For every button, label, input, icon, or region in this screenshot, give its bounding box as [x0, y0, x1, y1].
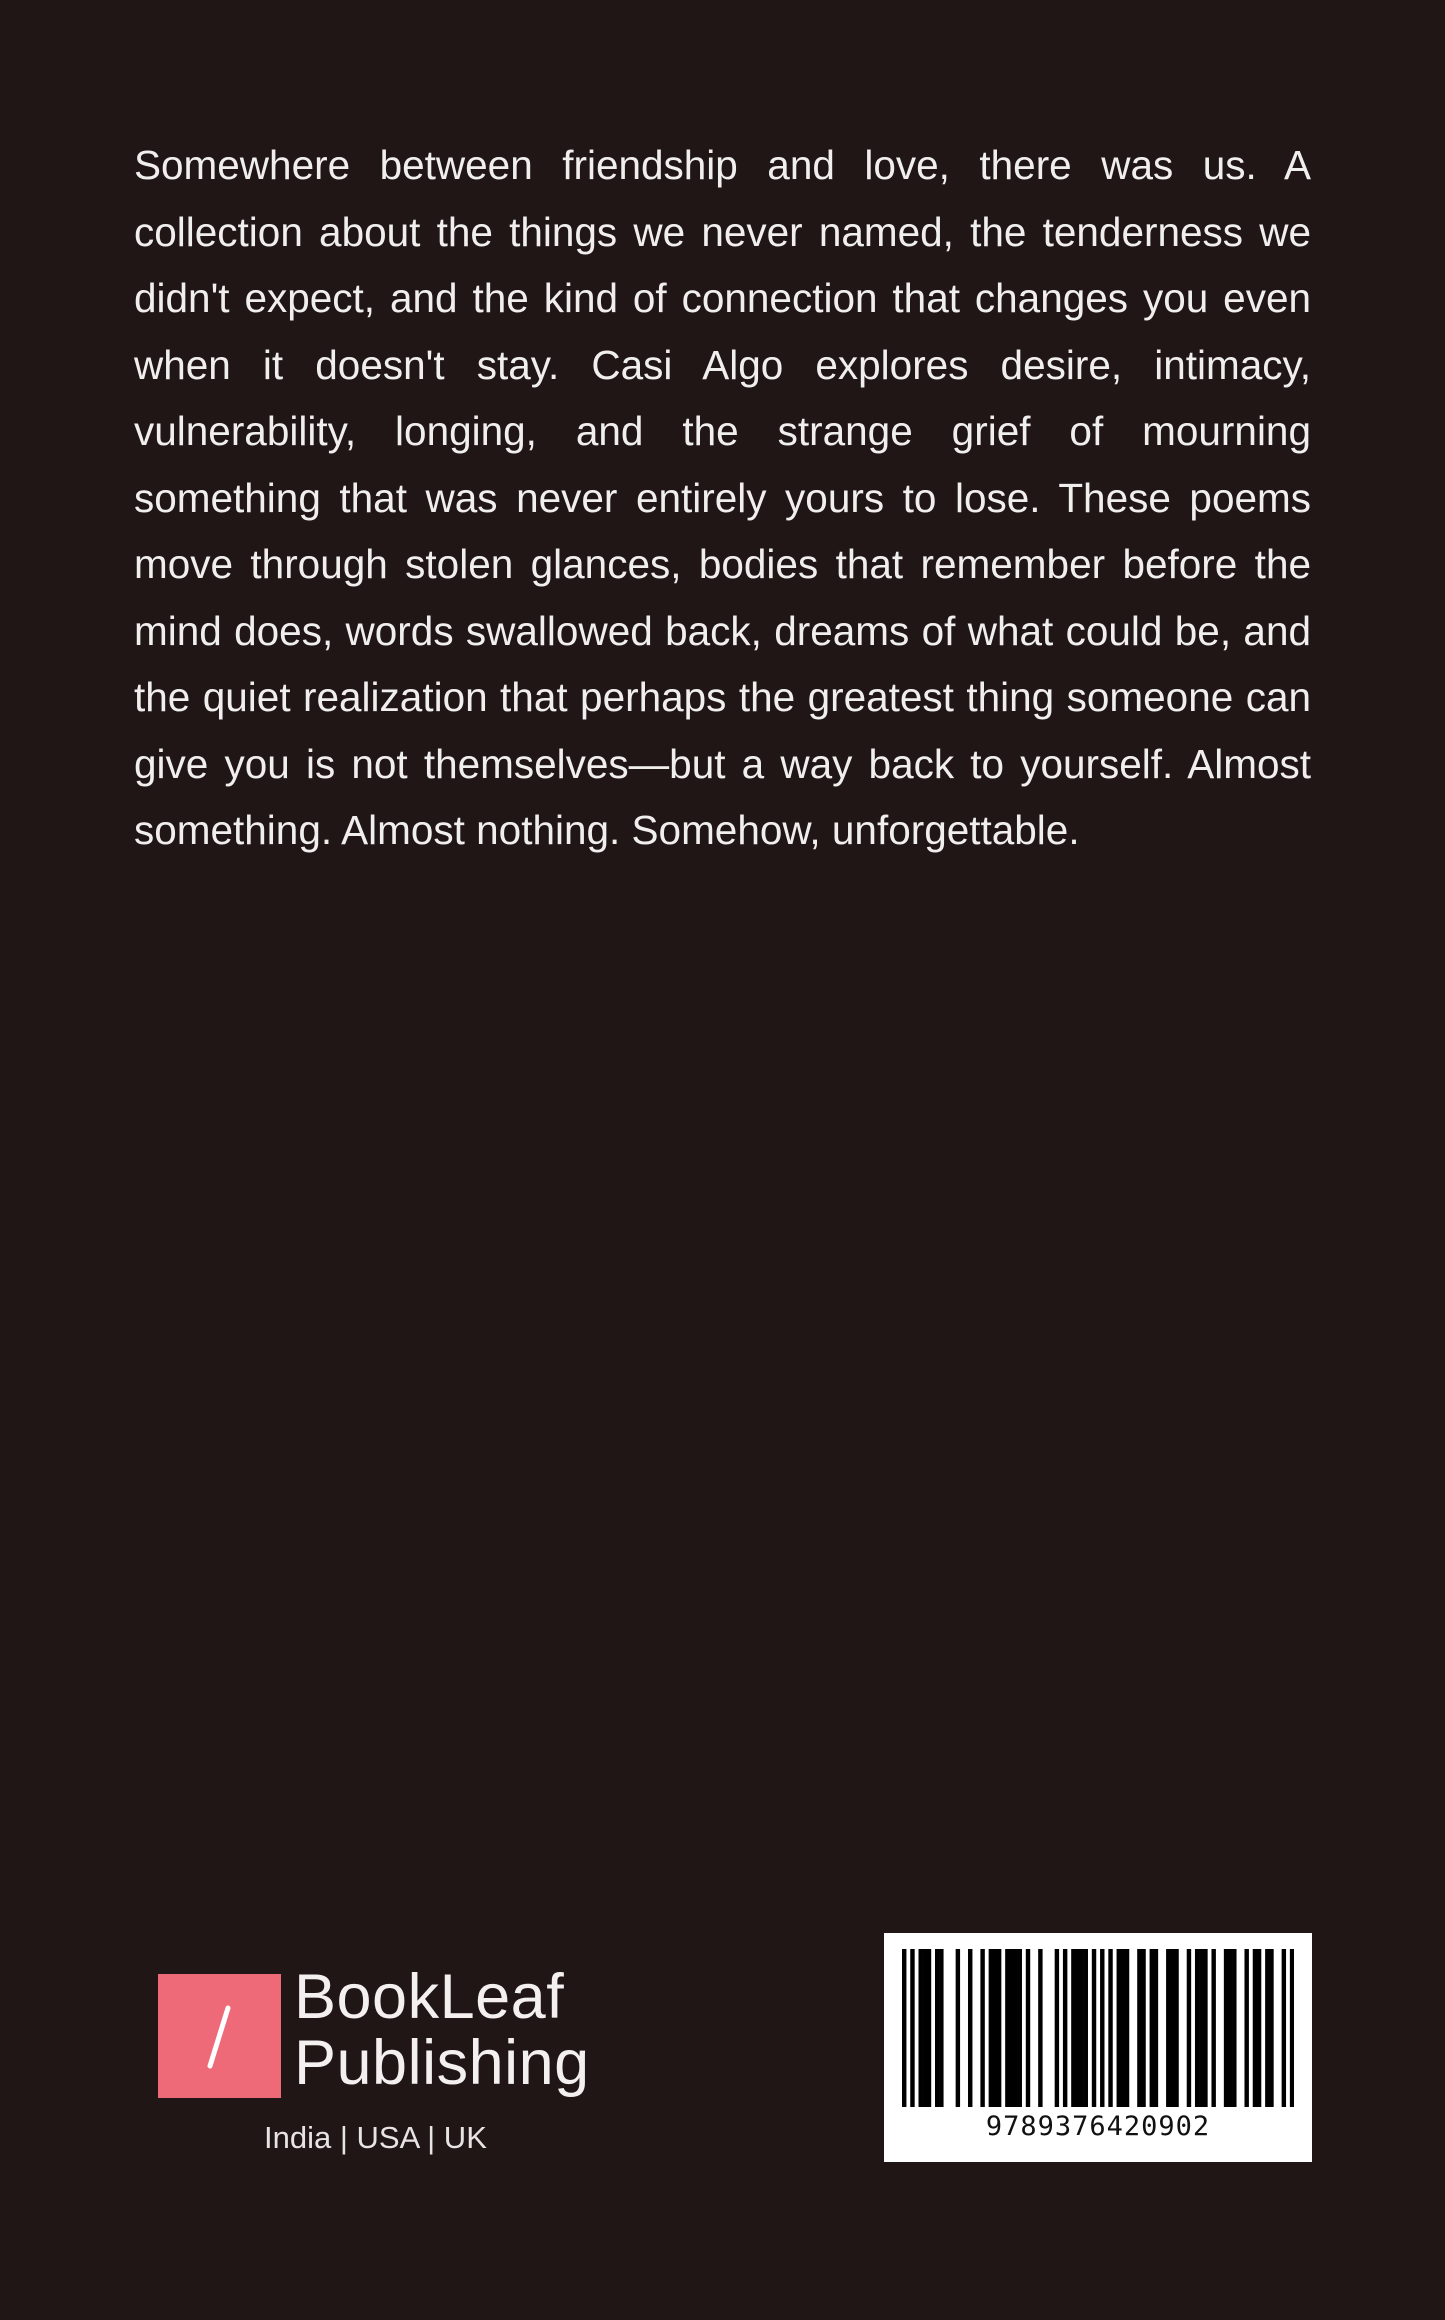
barcode-bar — [1092, 1949, 1096, 2107]
barcode-bar — [1150, 1949, 1154, 2107]
barcode-bar — [1199, 1949, 1203, 2107]
barcode-bar — [1257, 1949, 1261, 2107]
barcode-bar — [989, 1949, 993, 2107]
barcode-bars — [902, 1949, 1294, 2107]
barcode-bar — [1038, 1949, 1042, 2107]
publisher-regions: India | USA | UK — [264, 2120, 487, 2155]
barcode-bar — [1100, 1949, 1104, 2107]
back-cover-blurb: Somewhere between friendship and love, there was us. A collection about the things we never named, the tenderness we didn't expect, and the kind of connection that changes you even when it doesn't stay. Casi Algo explores desire, intimacy, vulnerability, longing, and the strange grief of mourning something that was never entirely yours to lose. These poems move through stolen glances, bodies that remember before the mind does, words swallowed back, dreams of what could be, and the quiet realization that perhaps the greatest thing someone can give you is not themselves—but a way back to yourself. Almost something. Almost nothing. Somehow, unforgettable. — [134, 142, 1311, 853]
barcode-bar — [1009, 1949, 1013, 2107]
barcode-bar — [1084, 1949, 1088, 2107]
barcode-bar — [1018, 1949, 1022, 2107]
slash-icon — [158, 1974, 281, 2098]
barcode-bar — [980, 1949, 984, 2107]
barcode-bar — [1013, 1949, 1017, 2107]
barcode-bar — [910, 1949, 914, 2107]
barcode-bar — [1125, 1949, 1129, 2107]
barcode-bar — [1026, 1949, 1030, 2107]
barcode-bar — [1282, 1949, 1286, 2107]
barcode-bar — [1187, 1949, 1191, 2107]
barcode-bar — [1211, 1949, 1215, 2107]
barcode-bar — [968, 1949, 972, 2107]
barcode-bar — [1166, 1949, 1170, 2107]
publisher-name-line1: BookLeaf — [294, 1962, 565, 2032]
barcode-bar — [902, 1949, 906, 2107]
barcode-bar — [1079, 1949, 1083, 2107]
barcode-bar — [1055, 1949, 1059, 2107]
barcode-bar — [927, 1949, 931, 2107]
barcode-bar — [1075, 1949, 1079, 2107]
barcode-bar — [993, 1949, 997, 2107]
barcode-bar — [1232, 1949, 1236, 2107]
barcode-bar — [939, 1949, 943, 2107]
barcode-bar — [1154, 1949, 1158, 2107]
isbn-number: 9789376420902 — [985, 2111, 1211, 2142]
barcode-bar — [997, 1949, 1001, 2107]
barcode-bar — [1137, 1949, 1141, 2107]
barcode-bar — [1290, 1949, 1294, 2107]
publisher-name — [294, 1964, 624, 2096]
barcode-bar — [1203, 1949, 1207, 2107]
barcode-bar — [1108, 1949, 1112, 2107]
barcode-bar — [1121, 1949, 1125, 2107]
publisher-name-line2: Publishing — [294, 2028, 590, 2098]
barcode-bar — [1265, 1949, 1269, 2107]
barcode-bar — [935, 1949, 939, 2107]
barcode-bar — [1269, 1949, 1273, 2107]
barcode-bar — [1195, 1949, 1199, 2107]
barcode-bar — [956, 1949, 960, 2107]
barcode-bar — [1071, 1949, 1075, 2107]
barcode-bar — [1117, 1949, 1121, 2107]
barcode-bar — [1253, 1949, 1257, 2107]
barcode-bar — [1228, 1949, 1232, 2107]
barcode-bar — [919, 1949, 923, 2107]
barcode-bar — [1005, 1949, 1009, 2107]
barcode-bar — [1174, 1949, 1178, 2107]
barcode-bar — [1170, 1949, 1174, 2107]
barcode-bar — [1244, 1949, 1248, 2107]
barcode-bar — [923, 1949, 927, 2107]
barcode-bar — [1063, 1949, 1067, 2107]
barcode-bar — [1224, 1949, 1228, 2107]
barcode-bar — [1141, 1949, 1145, 2107]
isbn-barcode — [884, 1933, 1312, 2162]
